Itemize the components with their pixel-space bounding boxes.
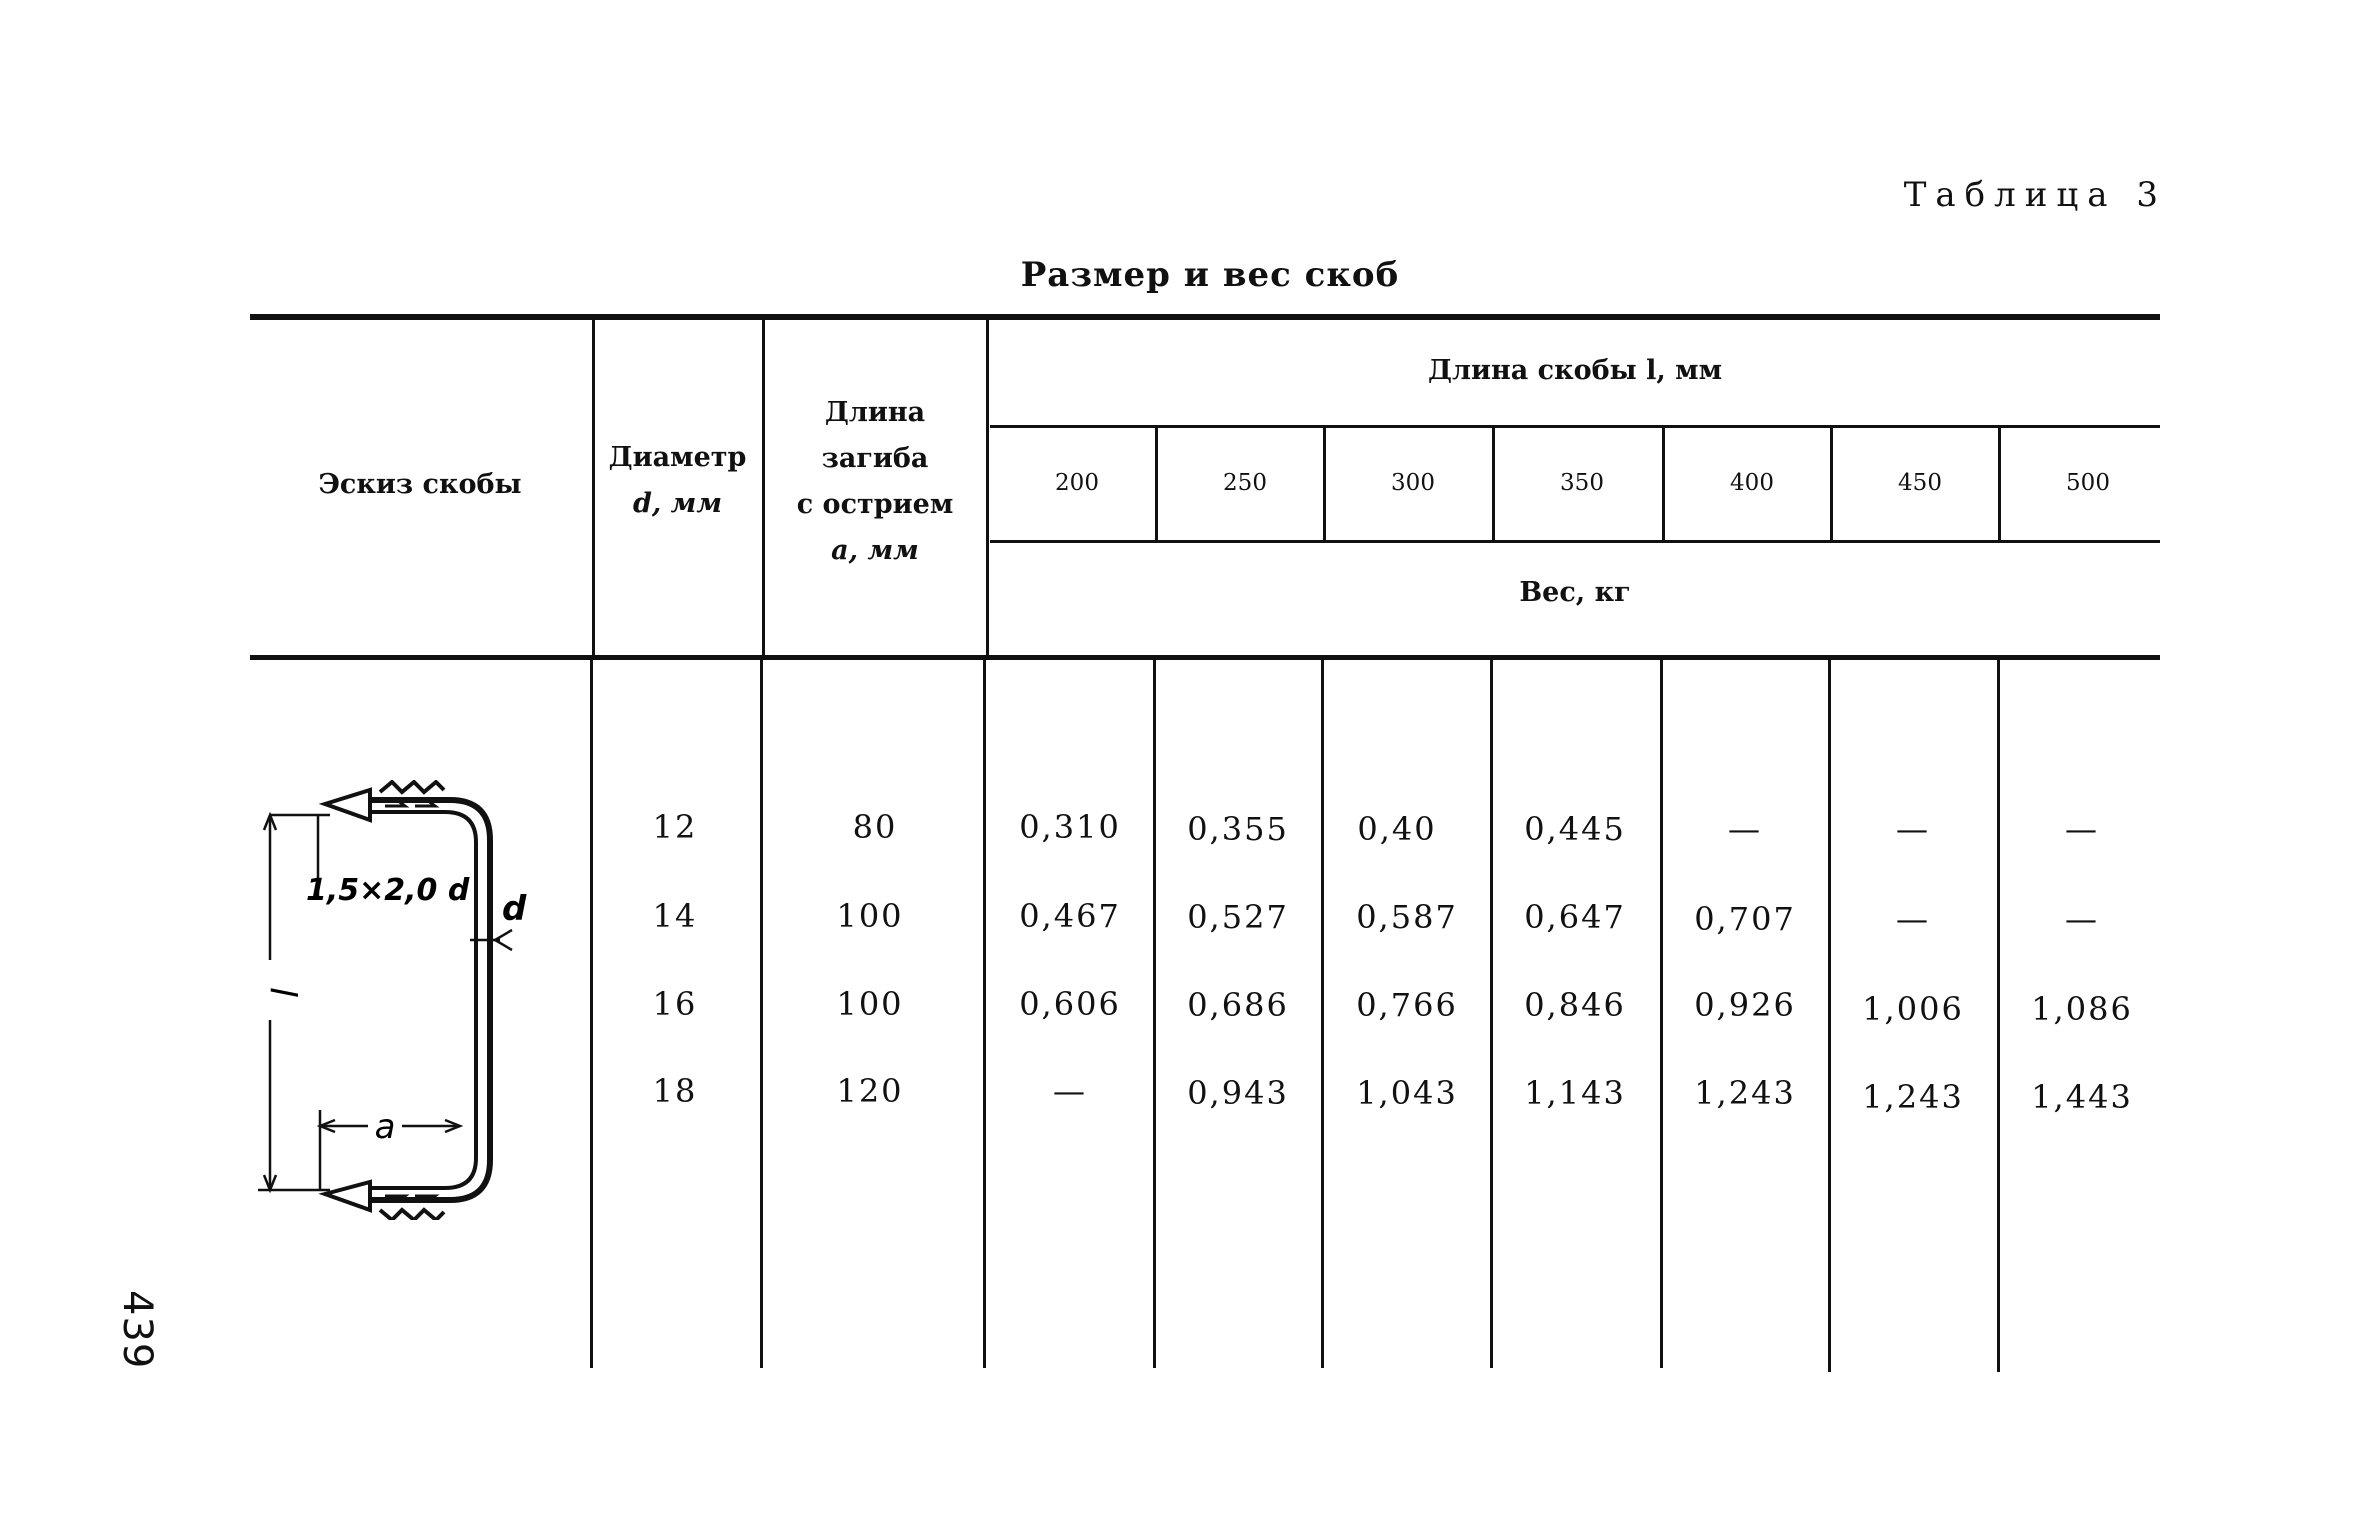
header-bend-length: [765, 390, 985, 574]
cell-weight: 1,086: [2031, 990, 2133, 1028]
cell-weight: —: [1896, 900, 1930, 938]
cell-weight: 0,527: [1187, 898, 1289, 936]
cell-weight: 1,043: [1356, 1074, 1458, 1112]
header-sketch: Эскиз скобы: [318, 469, 522, 500]
cell-weight: 0,846: [1524, 986, 1626, 1024]
length-500: 500: [2066, 470, 2110, 496]
length-350: 350: [1560, 470, 1604, 496]
length-group-rule: [990, 425, 2160, 428]
cell-weight: 0,926: [1694, 986, 1796, 1024]
table-number-label: Таблица 3: [1903, 175, 2167, 215]
col-divider: [590, 660, 593, 1368]
length-300: 300: [1391, 470, 1435, 496]
cell-weight: 0,766: [1356, 986, 1458, 1024]
cell-weight: —: [2065, 900, 2099, 938]
length-450: 450: [1898, 470, 1942, 496]
col-divider: [1998, 428, 2001, 540]
header-bend-line1: Длина: [824, 397, 926, 428]
col-divider: [1490, 660, 1493, 1368]
cell-weight: 1,243: [1862, 1078, 1964, 1116]
header-bend-line4: a, мм: [831, 535, 919, 566]
cell-weight: 0,686: [1187, 986, 1289, 1024]
cell-weight: 0,606: [1019, 985, 1121, 1023]
col-divider: [1662, 428, 1665, 540]
col-divider: [1323, 428, 1326, 540]
cell-weight: 0,445: [1524, 810, 1626, 848]
col-divider: [1828, 660, 1831, 1372]
page-number: 439: [114, 1290, 160, 1370]
cell-diameter: 12: [652, 808, 698, 846]
length-250: 250: [1223, 470, 1267, 496]
cell-weight: 1,443: [2031, 1078, 2133, 1116]
header-diameter-line1: Диаметр: [608, 442, 747, 473]
col-divider: [1153, 660, 1156, 1368]
header-weight: Вес, кг: [1519, 577, 1631, 608]
col-divider: [1997, 660, 2000, 1372]
col-divider: [986, 320, 989, 655]
header-bottom-rule: [250, 655, 2160, 660]
cell-weight: 0,467: [1019, 897, 1121, 935]
cell-weight: —: [1053, 1072, 1087, 1110]
length-400: 400: [1730, 470, 1774, 496]
cell-bend: 100: [836, 897, 904, 935]
cell-bend: 100: [836, 985, 904, 1023]
cell-weight: 1,143: [1524, 1074, 1626, 1112]
cell-weight: 0,40: [1357, 810, 1437, 848]
sketch-label-l: l: [262, 986, 303, 998]
table-caption: Размер и вес скоб: [1020, 255, 1400, 295]
header-bend-line2: загиба: [821, 443, 929, 474]
sketch-label-d: d: [502, 889, 527, 929]
cell-weight: 1,243: [1694, 1074, 1796, 1112]
cell-weight: 1,006: [1862, 990, 1964, 1028]
cell-diameter: 18: [652, 1072, 698, 1110]
header-length-group: Длина скобы l, мм: [1427, 355, 1723, 386]
sketch-label-tip: 1,5×2,0 d: [306, 873, 470, 908]
top-rule: [250, 314, 2160, 320]
cell-diameter: 16: [652, 985, 698, 1023]
cell-weight: 0,647: [1524, 898, 1626, 936]
cell-weight: 0,355: [1187, 810, 1289, 848]
cell-weight: —: [2065, 810, 2099, 848]
col-divider: [1321, 660, 1324, 1368]
sketch-label-a: a: [374, 1107, 396, 1147]
cell-weight: 0,707: [1694, 900, 1796, 938]
length-200: 200: [1055, 470, 1099, 496]
cell-bend: 120: [836, 1072, 904, 1110]
cell-weight: 0,310: [1019, 808, 1121, 846]
col-divider: [1660, 660, 1663, 1368]
cell-weight: —: [1896, 810, 1930, 848]
cell-weight: —: [1728, 810, 1762, 848]
col-divider: [1830, 428, 1833, 540]
col-divider: [1492, 428, 1495, 540]
col-divider: [983, 660, 986, 1368]
cell-weight: 0,587: [1356, 898, 1458, 936]
staple-sketch: [250, 780, 550, 1220]
header-diameter-line2: d, мм: [632, 488, 722, 519]
weight-rule: [990, 540, 2160, 543]
cell-diameter: 14: [652, 897, 698, 935]
header-diameter: [595, 435, 760, 527]
col-divider: [760, 660, 763, 1368]
header-bend-line3: с острием: [796, 489, 954, 520]
cell-weight: 0,943: [1187, 1074, 1289, 1112]
col-divider: [1155, 428, 1158, 540]
cell-bend: 80: [852, 808, 898, 846]
